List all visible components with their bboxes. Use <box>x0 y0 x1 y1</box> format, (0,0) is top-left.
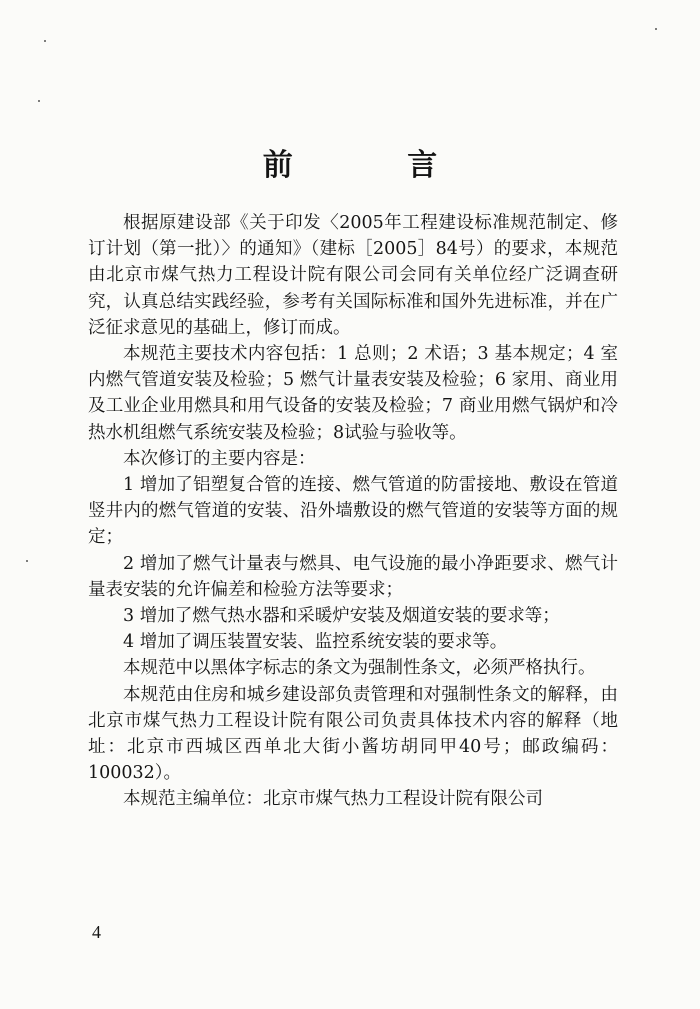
paragraph: 2 增加了燃气计量表与燃具、电气设施的最小净距要求、燃气计量表安装的允许偏差和检验方法等要求； <box>88 553 618 600</box>
paragraph: 本规范由住房和城乡建设部负责管理和对强制性条文的解释，由北京市煤气热力工程设计院有限公司负责具体技术内容的解释（地址：北京市西城区西单北大街小酱坊胡同甲40号；邮政编码：100032）。 <box>88 684 618 784</box>
paragraph: 4 增加了调压装置安装、监控系统安装的要求等。 <box>123 632 508 653</box>
scan-speck <box>44 40 46 42</box>
page-title: 前 言 <box>262 148 490 183</box>
paragraph: 3 增加了燃气热水器和采暖炉安装及烟道安装的要求等； <box>123 606 560 627</box>
scan-speck <box>26 560 28 562</box>
document-body <box>88 210 618 813</box>
paragraph: 根据原建设部《关于印发〈2005年工程建设标准规范制定、修订计划（第一批）〉的通知》（建标［2005］84号）的要求，本规范由北京市煤气热力工程设计院有限公司会同有关单位经广泛调查研究，认真总结实践经验，参考有关国际标准和国外先进标准，并在广泛征求意见的基础上，修订而成。 <box>88 213 618 338</box>
scan-speck <box>38 100 40 102</box>
page-number: 4 <box>92 922 101 942</box>
paragraph: 本次修订的主要内容是： <box>123 448 316 469</box>
paragraph: 本规范主要技术内容包括：1 总则；2 术语；3 基本规定；4 室内燃气管道安装及检验；5 燃气计量表安装及检验；6 家用、商业用及工业企业用燃具和用气设备的安装及检验；7 商业用燃气锅炉和冷热水机组燃气系统安装及检验；8试验与验收等。 <box>88 344 618 443</box>
paragraph: 本规范中以黑体字标志的条文为强制性条文，必须严格执行。 <box>123 658 596 679</box>
paragraph: 1 增加了铝塑复合管的连接、燃气管道的防雷接地、敷设在管道竖井内的燃气管道的安装、沿外墙敷设的燃气管道的安装等方面的规定； <box>88 475 618 548</box>
paragraph: 本规范主编单位：北京市煤气热力工程设计院有限公司 <box>123 789 543 810</box>
scan-speck <box>655 28 657 30</box>
